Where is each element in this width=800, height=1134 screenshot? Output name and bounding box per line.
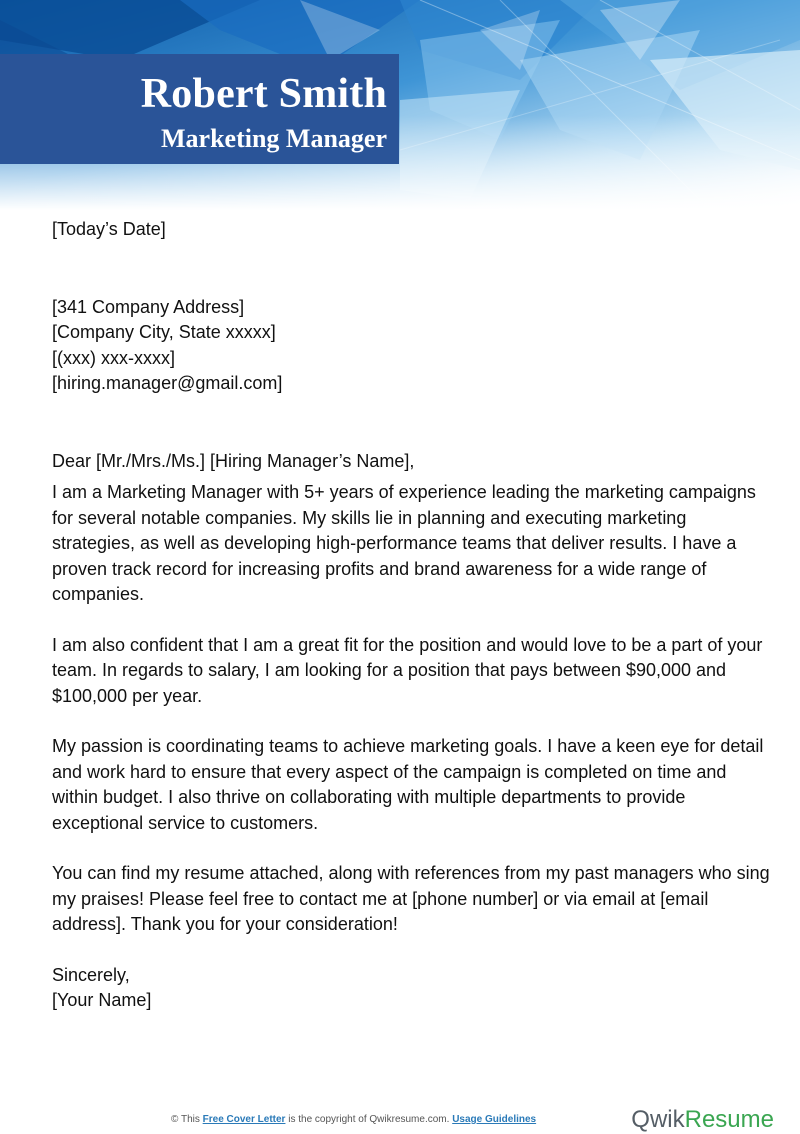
logo-part-resume: Resume: [684, 1106, 774, 1133]
usage-guidelines-link[interactable]: Usage Guidelines: [452, 1114, 537, 1125]
copyright-prefix: © This: [171, 1114, 200, 1125]
closing: Sincerely,: [52, 964, 130, 985]
letter-date: [Today’s Date]: [52, 219, 166, 239]
recipient-address: [52, 295, 772, 397]
body-paragraph: I am a Marketing Manager with 5+ years of experience leading the marketing campaigns for several notable companies. My skills lie in planning and executing marketing strategies, as well as developing high-performance teams that deliver results. I have a proven track record for increasing profits and brand awareness for a wide range of companies.: [52, 482, 756, 604]
body-paragraph: I am also confident that I am a great fit for the position and would love to be a part of your team. In regards to salary, I am looking for a position that pays between $90,000 and $100,000 per year.: [52, 634, 763, 706]
address-line: [hiring.manager@gmail.com]: [52, 373, 283, 393]
candidate-name: Robert Smith: [140, 71, 387, 117]
letter-body: [52, 217, 772, 1014]
body-paragraph: My passion is coordinating teams to achieve marketing goals. I have a keen eye for detail and work hard to ensure that every aspect of the campaign is completed on time and within budget. I also thrive on collaborating with multiple departments to provide exceptional service to customers.: [52, 736, 764, 833]
free-cover-letter-link[interactable]: Free Cover Letter: [202, 1114, 286, 1125]
qwikresume-logo[interactable]: [631, 1106, 774, 1134]
copyright-middle: is the copyright of Qwikresume.com.: [288, 1114, 450, 1125]
logo-part-qwik: Qwik: [631, 1106, 685, 1133]
name-title-box: [0, 54, 399, 164]
body-paragraph: You can find my resume attached, along with references from my past managers who sing my praises! Please feel free to contact me at [phone number] or via email at [email address]. Thank you for your consideration!: [52, 863, 770, 934]
address-line: [(xxx) xxx-xxxx]: [52, 347, 175, 368]
footer: [0, 1106, 800, 1133]
candidate-job-title: Marketing Manager: [160, 124, 387, 153]
address-line: [Company City, State xxxxx]: [52, 322, 276, 342]
signature: [Your Name]: [52, 990, 152, 1010]
salutation: Dear [Mr./Mrs./Ms.] [Hiring Manager’s Name],: [52, 450, 415, 471]
address-line: [341 Company Address]: [52, 296, 245, 317]
copyright-notice: [171, 1114, 536, 1125]
